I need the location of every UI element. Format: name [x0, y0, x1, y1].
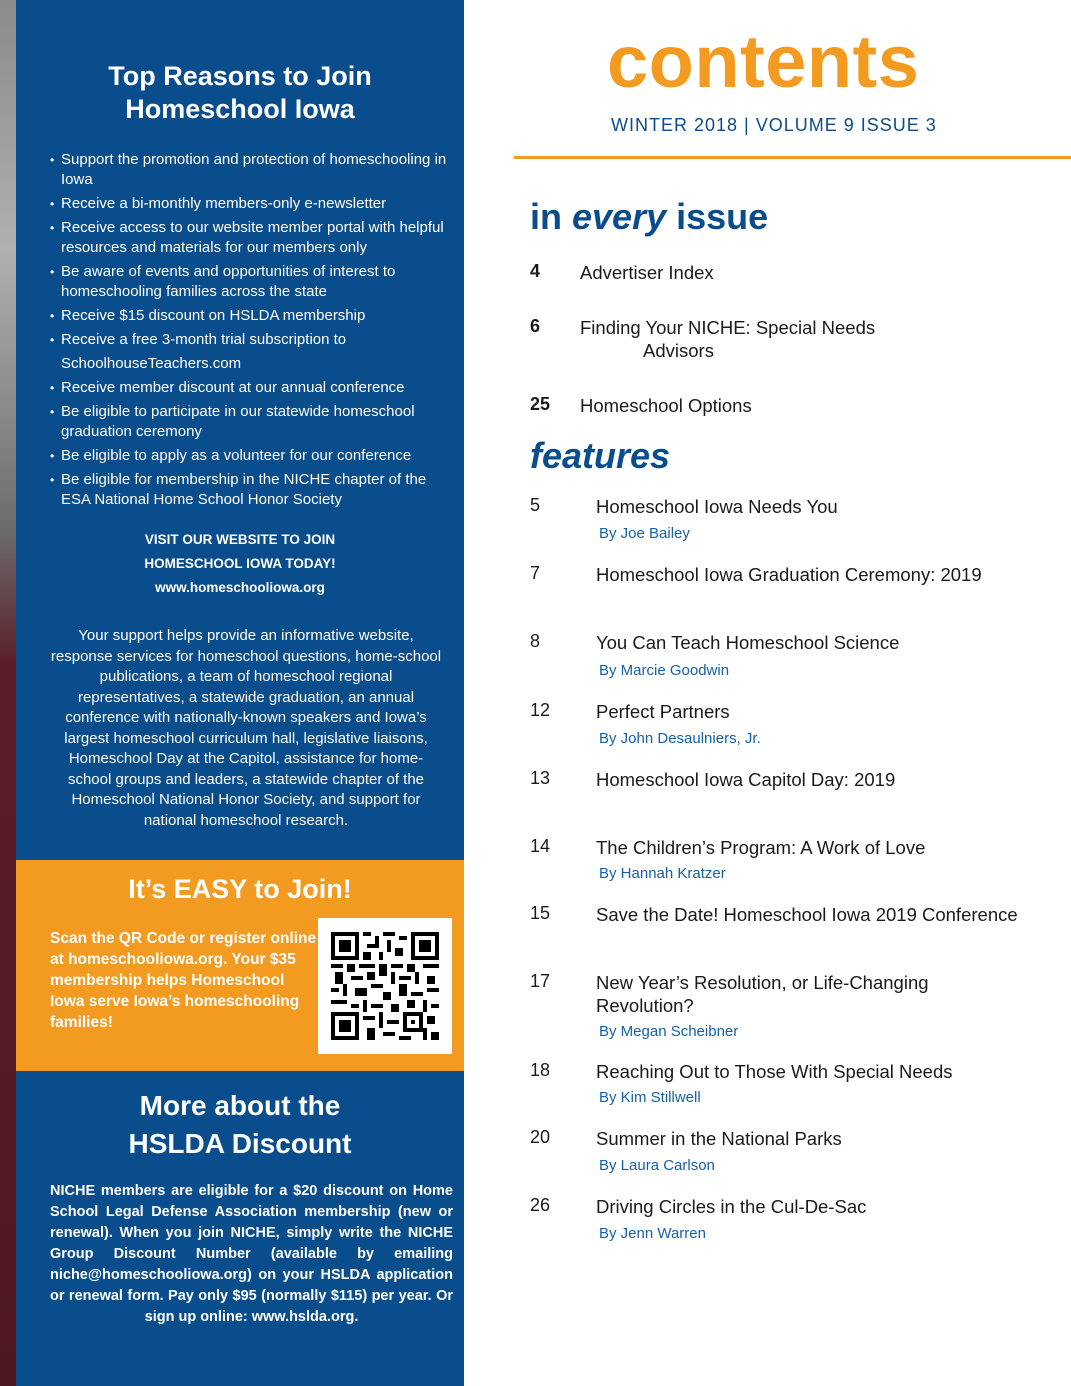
- entry-title: Driving Circles in the Cul-De-Sac: [596, 1196, 867, 1217]
- entry-byline: By Laura Carlson: [599, 1157, 715, 1174]
- page-number: 14: [530, 836, 551, 856]
- entry-byline: By Megan Scheibner: [599, 1023, 739, 1040]
- top-reasons-title: Top Reasons to Join Homeschool Iowa: [108, 61, 372, 124]
- reason-item-continued: SchoolhouseTeachers.com: [61, 355, 242, 372]
- entry-title: You Can Teach Homeschool Science: [596, 632, 900, 653]
- entry-title: Homeschool Iowa Capitol Day: 2019: [596, 769, 896, 790]
- reason-item: • Receive a bi-monthly members-only e-newsletter: [50, 194, 455, 214]
- page-number: 12: [530, 700, 551, 720]
- page-number: 26: [530, 1195, 551, 1215]
- qr-code-icon[interactable]: [318, 918, 452, 1054]
- issue-line: WINTER 2018 | VOLUME 9 ISSUE 3: [611, 115, 937, 135]
- reason-item: • Receive access to our website member portal with helpful resources and materials for our members only: [50, 218, 455, 258]
- reason-item: • Be eligible to apply as a volunteer for our conference: [50, 446, 455, 466]
- features-heading: features: [530, 435, 671, 476]
- page-number: 17: [530, 971, 551, 991]
- entry-byline: By Joe Bailey: [599, 525, 690, 542]
- page-number: 4: [530, 261, 541, 281]
- entry-title: Homeschool Iowa Graduation Ceremony: 2019: [596, 564, 982, 585]
- top-reasons-panel: [16, 0, 464, 860]
- entry-title: Finding Your NICHE: Special Needs: [580, 317, 876, 338]
- every-issue-heading: in every issue: [530, 196, 769, 237]
- reason-item: • Receive a free 3-month trial subscription to: [50, 330, 455, 350]
- page-number: 8: [530, 631, 541, 651]
- page-number: 7: [530, 563, 541, 583]
- reason-item: • Be eligible to participate in our statewide homeschool graduation ceremony: [50, 402, 455, 442]
- decorative-edge-strip: [0, 0, 16, 1386]
- reason-item: • Receive member discount at our annual conference: [50, 378, 455, 398]
- entry-title: Homeschool Iowa Needs You: [596, 496, 838, 517]
- page-number: 6: [530, 316, 541, 336]
- reason-item: • Be eligible for membership in the NICHE chapter of the ESA National Home School Honor Society: [50, 470, 455, 510]
- hslda-discount-panel: [16, 1071, 464, 1386]
- website-link[interactable]: www.homeschooliowa.org: [155, 580, 325, 595]
- page-number: 25: [530, 394, 551, 414]
- easy-join-panel: [16, 860, 464, 1071]
- hslda-title: More about the HSLDA Discount: [128, 1090, 352, 1159]
- sidebar: [16, 0, 464, 1386]
- entry-byline: By Hannah Kratzer: [599, 865, 726, 882]
- hslda-text: NICHE members are eligible for a $20 discount on Home School Legal Defense Association membership (new or renewal). When you join NICHE, simply write the NICHE Group Discount Number (available by emailing niche@homeschooliowa.org) on your HSLDA application or renewal form. Pay only $95 (normally $115) per year. Or sign up online: www.hslda.org.: [50, 1183, 453, 1325]
- entry-title: Summer in the National Parks: [596, 1128, 842, 1149]
- page-title: contents: [607, 20, 920, 103]
- reasons-list: [50, 150, 455, 514]
- entry-byline: By John Desaulniers, Jr.: [599, 730, 761, 747]
- reason-item: • Be aware of events and opportunities of interest to homeschooling families across the state: [50, 262, 455, 302]
- entry-title: Reaching Out to Those With Special Needs: [596, 1061, 953, 1082]
- divider: [514, 156, 1071, 159]
- entry-byline: By Marcie Goodwin: [599, 662, 730, 679]
- reason-item: • Receive $15 discount on HSLDA membership: [50, 306, 455, 326]
- page-number: 20: [530, 1127, 551, 1147]
- entry-title: New Year’s Resolution, or Life-Changing Revolution?: [596, 972, 929, 1016]
- page-number: 5: [530, 495, 541, 515]
- entry-title: Homeschool Options: [580, 395, 752, 416]
- page-number: 18: [530, 1060, 551, 1080]
- entry-title: Save the Date! Homeschool Iowa 2019 Conference: [596, 904, 1018, 925]
- easy-join-title: It’s EASY to Join!: [128, 874, 352, 904]
- entry-title: The Children’s Program: A Work of Love: [596, 837, 926, 858]
- entry-title-continued: Advisors: [643, 340, 714, 361]
- reason-item: • Support the promotion and protection of homeschooling in Iowa: [50, 150, 455, 190]
- page-number: 13: [530, 768, 551, 788]
- entry-title: Perfect Partners: [596, 701, 730, 722]
- visit-website-callout: VISIT OUR WEBSITE TO JOIN HOMESCHOOL IOWA TODAY! www.homeschooliowa.org: [16, 528, 464, 600]
- entry-title: Advertiser Index: [580, 262, 714, 283]
- easy-join-text: Scan the QR Code or register online at homeschooliowa.org. Your $35 membership helps Homeschool Iowa serve Iowa’s homeschooling families!: [50, 930, 317, 1031]
- entry-byline: By Jenn Warren: [599, 1225, 706, 1242]
- support-text: Your support helps provide an informative website, response services for homeschool questions, home-school publications, a team of homeschool regional representatives, a statewide graduation, an annual conference with nationally-known speakers and Iowa’s largest homeschool curriculum hall, legislative liaisons, Homeschool Day at the Capitol, assistance for home-school groups and leaders, a statewide chapter of the Homeschool National Honor Society, and support for national homeschool research.: [50, 627, 442, 829]
- contents-column: [514, 0, 1071, 1386]
- entry-byline: By Kim Stillwell: [599, 1089, 701, 1106]
- page-number: 15: [530, 903, 551, 923]
